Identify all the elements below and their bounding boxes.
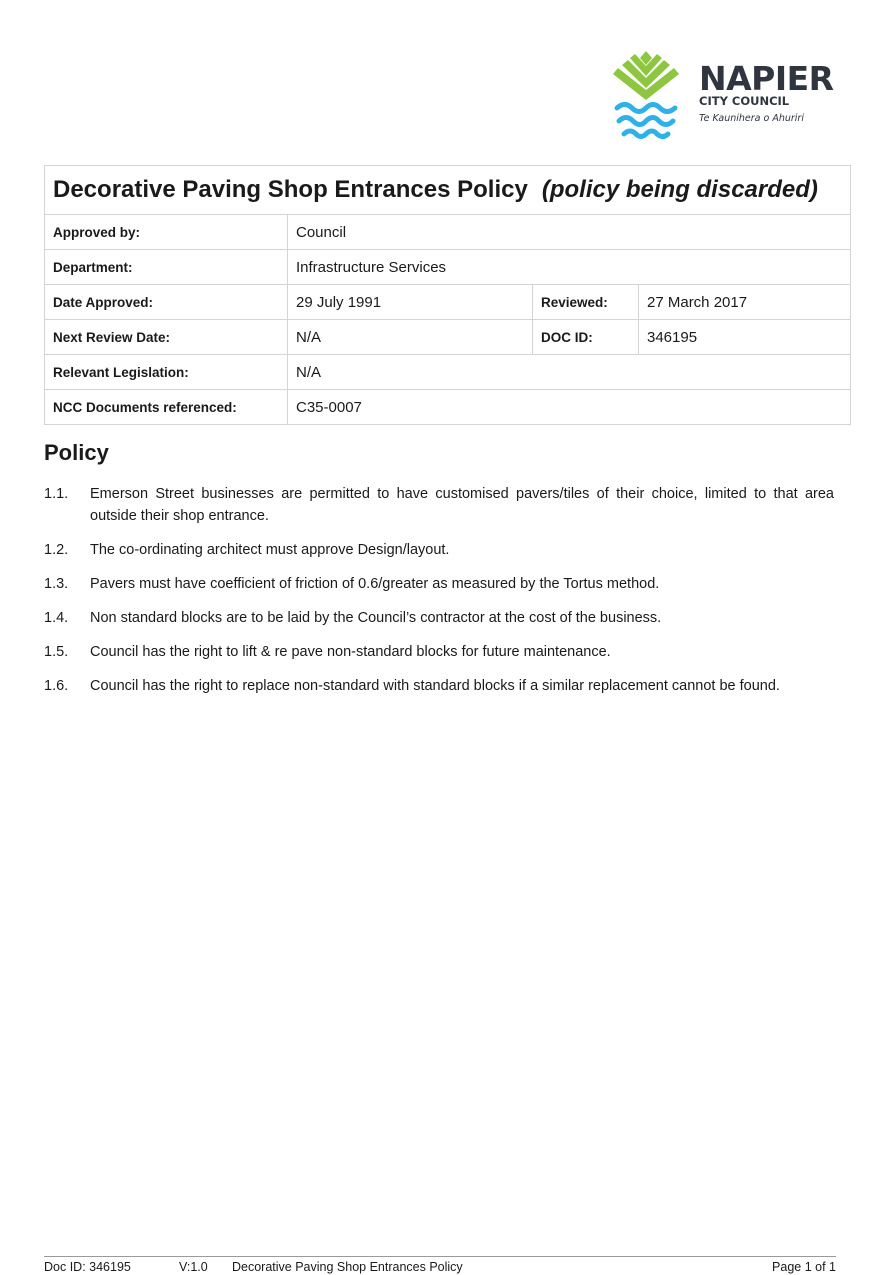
- legislation-label: Relevant Legislation:: [45, 355, 288, 390]
- policy-item: [44, 484, 834, 527]
- ncc-documents-value: C35-0007: [288, 390, 851, 425]
- table-row: [45, 390, 851, 425]
- table-row: [45, 285, 851, 320]
- napier-logo: [610, 48, 840, 144]
- logo-maori-name: Te Kaunihera o Ahuriri: [699, 113, 804, 124]
- logo-subtitle: CITY COUNCIL: [699, 94, 790, 108]
- document-details-table: [44, 165, 851, 425]
- policy-list: [44, 484, 834, 710]
- policy-item-text: Council has the right to lift & re pave non-standard blocks for future maintenance.: [90, 643, 611, 660]
- doc-id-value: 346195: [639, 320, 851, 355]
- footer-page-number: Page 1 of 1: [772, 1260, 836, 1274]
- policy-item-text: Emerson Street businesses are permitted to have customised pavers/tiles of their choice, limited to that area outside their shop entrance.: [90, 486, 834, 524]
- policy-item-number: 1.6.: [44, 677, 69, 694]
- policy-item: [44, 574, 834, 596]
- legislation-value: N/A: [288, 355, 851, 390]
- policy-item-number: 1.1.: [44, 486, 69, 502]
- policy-item-number: 1.2.: [44, 541, 69, 558]
- napier-emblem-icon: [610, 48, 682, 144]
- title-row: [45, 166, 851, 215]
- policy-item-text: Council has the right to replace non-standard with standard blocks if a similar replacement cannot be found.: [90, 677, 780, 694]
- next-review-value: N/A: [288, 320, 533, 355]
- policy-item-number: 1.4.: [44, 609, 69, 626]
- footer-doc-id: Doc ID: 346195: [44, 1260, 131, 1274]
- policy-item: [44, 540, 834, 562]
- policy-item: [44, 608, 834, 630]
- department-value: Infrastructure Services: [288, 250, 851, 285]
- page-footer: [44, 1256, 836, 1275]
- doc-id-label: DOC ID:: [533, 320, 639, 355]
- document-title-main: Decorative Paving Shop Entrances Policy: [53, 176, 528, 203]
- date-approved-value: 29 July 1991: [288, 285, 533, 320]
- table-row: [45, 250, 851, 285]
- document-title: [45, 166, 851, 215]
- footer-title: Decorative Paving Shop Entrances Policy: [232, 1260, 463, 1274]
- table-row: [45, 320, 851, 355]
- reviewed-label: Reviewed:: [533, 285, 639, 320]
- logo-name: NAPIER: [699, 59, 834, 98]
- policy-item-text: Pavers must have coefficient of friction of 0.6/greater as measured by the Tortus method.: [90, 575, 660, 592]
- approved-by-value: Council: [288, 215, 851, 250]
- policy-item: [44, 676, 834, 698]
- department-label: Department:: [45, 250, 288, 285]
- policy-item-text: Non standard blocks are to be laid by the Council’s contractor at the cost of the business.: [90, 609, 662, 626]
- policy-heading: Policy: [44, 440, 109, 465]
- policy-item-text: The co-ordinating architect must approve Design/layout.: [90, 541, 450, 558]
- footer-version: V:1.0: [179, 1260, 208, 1274]
- ncc-documents-label: NCC Documents referenced:: [45, 390, 288, 425]
- date-approved-label: Date Approved:: [45, 285, 288, 320]
- next-review-label: Next Review Date:: [45, 320, 288, 355]
- policy-item: [44, 642, 834, 664]
- approved-by-label: Approved by:: [45, 215, 288, 250]
- logo-wordmark: [699, 59, 834, 126]
- reviewed-value: 27 March 2017: [639, 285, 851, 320]
- table-row: [45, 355, 851, 390]
- document-title-note: (policy being discarded): [541, 176, 818, 203]
- policy-item-number: 1.3.: [44, 575, 69, 592]
- table-row: [45, 215, 851, 250]
- policy-item-number: 1.5.: [44, 643, 69, 660]
